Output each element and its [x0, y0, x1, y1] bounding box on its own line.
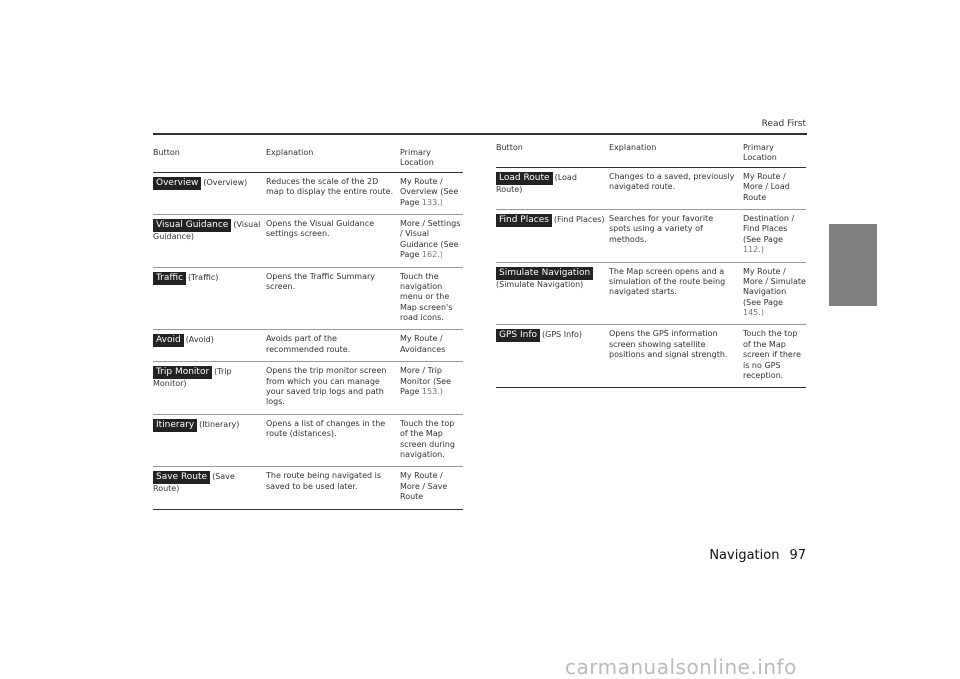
explanation-cell: Reduces the scale of the 2D map to display the entire route.	[266, 176, 394, 197]
page-footer	[709, 548, 806, 563]
location-cell	[400, 471, 463, 502]
button-caption: (Overview)	[203, 177, 248, 187]
top-rule	[153, 133, 807, 135]
button-cell	[153, 366, 266, 408]
location-cell	[743, 172, 806, 203]
table-row	[153, 330, 463, 362]
button-label: Trip Monitor	[153, 366, 212, 379]
table-row	[496, 325, 806, 388]
table-row	[153, 467, 463, 509]
right-table	[496, 143, 806, 388]
explanation-cell: Opens the trip monitor screen from which you can manage your saved trip logs and path logs.	[266, 366, 387, 407]
button-cell	[153, 177, 266, 208]
watermark: carmanualsonline.info	[565, 655, 797, 679]
left-table	[153, 148, 463, 510]
col-explanation-header: Explanation	[266, 148, 314, 157]
location-text: Destination / Find Places (See Page	[743, 213, 795, 244]
table-row	[153, 268, 463, 331]
button-label: Save Route	[153, 471, 210, 484]
col-button-header: Button	[153, 148, 180, 157]
button-caption: (Find Places)	[553, 214, 605, 224]
col-location-header: Primary Location	[743, 143, 777, 163]
right-table-body	[496, 168, 806, 389]
col-explanation-header: Explanation	[609, 143, 657, 152]
col-location-header: Primary Location	[400, 148, 434, 168]
right-table-header	[496, 143, 806, 168]
location-text: More / Trip Monitor (See Page	[400, 366, 451, 397]
location-text: Touch the navigation menu or the Map screen's road icons.	[400, 271, 453, 323]
explanation-cell: Changes to a saved, previously navigated route.	[609, 171, 735, 192]
button-caption: (Simulate Navigation)	[496, 279, 584, 289]
button-cell	[496, 172, 609, 203]
location-cell	[400, 366, 463, 408]
table-row	[496, 168, 806, 210]
location-text: My Route / Overview (See Page	[400, 176, 459, 207]
page-ref: 153.)	[421, 387, 443, 397]
table-row	[153, 415, 463, 468]
location-cell	[743, 214, 806, 256]
button-caption: (Avoid)	[185, 335, 214, 345]
button-caption: (Traffic)	[188, 272, 219, 282]
explanation-cell: Opens the Visual Guidance settings screen.	[266, 218, 375, 239]
location-cell	[400, 334, 463, 355]
button-cell	[153, 471, 266, 502]
button-label: Avoid	[153, 334, 184, 347]
button-caption: (Itinerary)	[199, 419, 240, 429]
button-caption: (GPS Info)	[542, 330, 583, 340]
table-row	[153, 362, 463, 415]
col-button-header: Button	[496, 143, 523, 152]
explanation-cell: Avoids part of the recommended route.	[266, 334, 351, 354]
explanation-cell: Searches for your favorite spots using a variety of methods.	[609, 213, 714, 244]
button-label: Load Route	[496, 172, 553, 185]
button-cell	[496, 214, 609, 256]
button-label: Traffic	[153, 272, 186, 285]
button-caption: (Visual Guidance)	[153, 219, 261, 241]
left-table-body	[153, 173, 463, 510]
button-label: Itinerary	[153, 419, 197, 432]
explanation-cell: The Map screen opens and a simulation of the route being navigated starts.	[609, 266, 726, 297]
explanation-cell: Opens the Traffic Summary screen.	[266, 271, 375, 291]
page-ref: 133.)	[421, 197, 443, 207]
button-label: Visual Guidance	[153, 219, 231, 232]
button-caption: (Trip Monitor)	[153, 367, 232, 389]
location-cell	[400, 419, 463, 461]
location-text: My Route / More / Simulate Navigation (See Page	[743, 266, 806, 307]
location-cell	[400, 219, 463, 261]
button-cell	[153, 334, 266, 355]
footer-title: Navigation	[709, 548, 780, 563]
location-cell	[743, 267, 806, 319]
button-label: Overview	[153, 177, 201, 190]
page-number: 97	[789, 548, 806, 563]
button-cell	[496, 267, 609, 319]
button-label: Find Places	[496, 214, 552, 227]
button-caption: (Save Route)	[153, 472, 235, 494]
table-row	[496, 210, 806, 263]
button-label: GPS Info	[496, 329, 540, 342]
chapter-tab	[829, 224, 877, 306]
left-table-header	[153, 148, 463, 173]
button-cell	[153, 219, 266, 261]
button-label: Simulate Navigation	[496, 267, 593, 280]
location-text: Touch the top of the Map screen during navigation.	[400, 418, 455, 459]
location-text: Touch the top of the Map screen if there is no GPS reception.	[743, 329, 801, 381]
location-text: My Route / Avoidances	[400, 334, 446, 354]
explanation-cell: Opens the GPS information screen showing satellite positions and signal strength.	[609, 329, 728, 360]
location-cell	[400, 177, 463, 208]
location-text: My Route / More / Save Route	[400, 471, 448, 502]
page-ref: 112.)	[743, 245, 764, 255]
location-cell	[743, 329, 806, 381]
button-cell	[153, 419, 266, 461]
button-cell	[153, 272, 266, 324]
explanation-cell: The route being navigated is saved to be used later.	[266, 471, 381, 491]
location-text: More / Settings / Visual Guidance (See Page	[400, 218, 461, 260]
page-ref: 162.)	[421, 250, 443, 260]
table-row	[153, 173, 463, 215]
button-caption: (Load Route)	[496, 172, 577, 194]
location-text: My Route / More / Load Route	[743, 171, 790, 202]
section-header: Read First	[761, 119, 806, 129]
button-cell	[496, 329, 609, 381]
page-ref: 145.)	[743, 308, 764, 318]
table-row	[496, 263, 806, 326]
location-cell	[400, 272, 463, 324]
explanation-cell: Opens a list of changes in the route (distances).	[266, 418, 386, 439]
table-row	[153, 215, 463, 268]
